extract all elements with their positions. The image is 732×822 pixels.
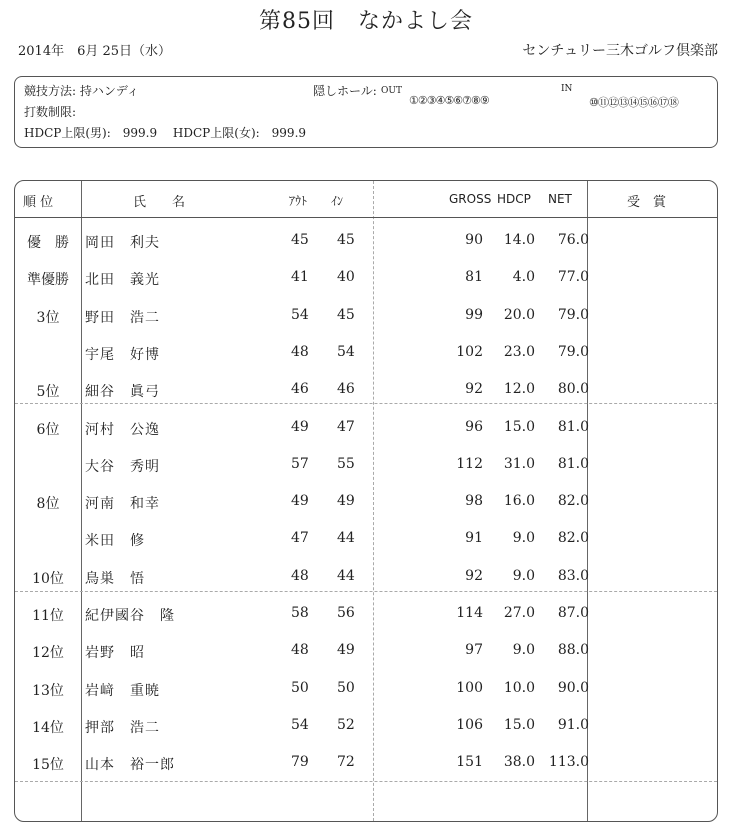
cell-name: 北田 義光 <box>85 272 160 289</box>
cell-name: 大谷 秀明 <box>85 458 160 475</box>
cell-rank: 8位 <box>36 496 60 513</box>
cell-out: 54 <box>291 716 309 733</box>
header-in: ｲﾝ <box>331 194 344 208</box>
cell-out: 45 <box>291 232 309 248</box>
cell-gross: 106 <box>456 716 483 733</box>
hdcp-limits: HDCP上限(男): 999.9 HDCP上限(女): 999.9 <box>24 126 307 140</box>
table-row <box>15 744 717 781</box>
cell-gross: 102 <box>456 343 483 360</box>
cell-rank: 14位 <box>32 719 64 736</box>
cell-out: 50 <box>291 679 309 696</box>
cell-gross: 96 <box>465 418 483 435</box>
table-row <box>15 707 717 744</box>
cell-hdcp: 15.0 <box>503 418 535 435</box>
table-row <box>15 446 717 483</box>
table-row <box>15 259 717 296</box>
table-row <box>15 297 717 334</box>
cell-net: 113.0 <box>548 754 589 771</box>
cell-gross: 114 <box>456 605 483 621</box>
cell-gross: 97 <box>465 642 483 659</box>
cell-in: 44 <box>337 530 355 547</box>
cell-name: 野田 浩二 <box>85 309 160 326</box>
cell-net: 79.0 <box>557 306 589 323</box>
cell-rank: 12位 <box>32 645 64 662</box>
cell-in: 52 <box>337 716 355 733</box>
cell-gross: 92 <box>465 381 483 398</box>
cell-net: 90.0 <box>557 679 589 696</box>
event-date: 2014年 6月 25日（水） <box>18 44 172 59</box>
table-row <box>15 520 717 557</box>
cell-gross: 112 <box>456 455 483 472</box>
table-row <box>15 222 717 259</box>
cell-gross: 98 <box>465 493 483 510</box>
cell-net: 80.0 <box>557 381 589 398</box>
cell-hdcp: 20.0 <box>503 306 535 323</box>
header-gross: GROSS <box>449 192 492 206</box>
cell-net: 88.0 <box>557 642 589 659</box>
cell-in: 40 <box>337 269 355 286</box>
cell-net: 76.0 <box>557 232 589 248</box>
cell-name: 河村 公逸 <box>85 421 160 438</box>
cell-out: 48 <box>291 642 309 659</box>
cell-net: 81.0 <box>557 455 589 472</box>
cell-rank: 10位 <box>32 570 64 587</box>
header-net: NET <box>548 192 572 206</box>
header-name: 氏 名 <box>133 195 186 210</box>
cell-name: 岩﨑 重暁 <box>85 682 160 699</box>
cell-rank: 11位 <box>32 608 64 624</box>
cell-rank: 優 勝 <box>27 235 69 251</box>
cell-net: 82.0 <box>557 493 589 510</box>
cell-in: 54 <box>337 343 355 360</box>
table-header <box>15 181 717 218</box>
cell-gross: 91 <box>465 530 483 547</box>
cell-in: 72 <box>337 754 355 771</box>
row-group-divider <box>15 403 717 404</box>
cell-in: 47 <box>337 418 355 435</box>
header-hdcp: HDCP <box>497 192 531 206</box>
cell-name: 山本 裕一郎 <box>85 757 175 774</box>
header-out: ｱｳﾄ <box>289 194 308 208</box>
cell-out: 48 <box>291 343 309 360</box>
table-row <box>15 334 717 371</box>
cell-in: 49 <box>337 642 355 659</box>
cell-net: 83.0 <box>557 567 589 584</box>
cell-name: 押部 浩二 <box>85 719 160 736</box>
cell-name: 岡田 利夫 <box>85 235 160 251</box>
conditions-box <box>14 76 718 148</box>
cell-gross: 90 <box>465 232 483 248</box>
cell-name: 細谷 眞弓 <box>85 384 160 401</box>
cell-out: 49 <box>291 418 309 435</box>
cell-in: 45 <box>337 306 355 323</box>
competition-title: 第85回 なかよし会 <box>259 9 473 34</box>
in-hidden-holes: ⑩⑪⑫⑬⑭⑮⑯⑰⑱ <box>589 96 678 109</box>
cell-in: 55 <box>337 455 355 472</box>
table-row <box>15 632 717 669</box>
cell-name: 紀伊國谷 隆 <box>85 608 175 624</box>
cell-out: 57 <box>291 455 309 472</box>
cell-hdcp: 15.0 <box>503 716 535 733</box>
cell-hdcp: 14.0 <box>503 232 535 248</box>
cell-gross: 151 <box>456 754 483 771</box>
cell-net: 77.0 <box>557 269 589 286</box>
cell-rank: 3位 <box>36 309 60 326</box>
cell-hdcp: 10.0 <box>503 679 535 696</box>
cell-hdcp: 31.0 <box>503 455 535 472</box>
cell-name: 米田 修 <box>85 533 145 550</box>
cell-out: 49 <box>291 493 309 510</box>
cell-net: 87.0 <box>557 605 589 621</box>
cell-in: 46 <box>337 381 355 398</box>
competition-method: 競技方法: 持ハンディ <box>24 84 139 98</box>
cell-hdcp: 12.0 <box>503 381 535 398</box>
table-row <box>15 670 717 707</box>
table-row <box>15 595 717 632</box>
cell-hdcp: 9.0 <box>512 530 535 547</box>
cell-out: 41 <box>291 269 309 286</box>
table-row <box>15 409 717 446</box>
cell-net: 79.0 <box>557 343 589 360</box>
cell-net: 82.0 <box>557 530 589 547</box>
header-prize: 受 賞 <box>627 195 667 210</box>
row-group-divider <box>15 591 717 592</box>
cell-hdcp: 4.0 <box>512 269 535 286</box>
cell-hdcp: 23.0 <box>503 343 535 360</box>
cell-rank: 準優勝 <box>27 272 69 289</box>
results-table <box>14 180 718 822</box>
in-label: IN <box>561 84 573 94</box>
cell-in: 56 <box>337 605 355 621</box>
cell-rank: 15位 <box>32 757 64 774</box>
cell-out: 46 <box>291 381 309 398</box>
cell-name: 宇尾 好博 <box>85 346 160 363</box>
out-label: OUT <box>381 86 402 96</box>
hidden-holes-label: 隠しホール: <box>313 84 377 98</box>
cell-name: 鳥巣 悟 <box>85 570 145 587</box>
cell-name: 河南 和幸 <box>85 496 160 513</box>
cell-gross: 99 <box>465 306 483 323</box>
cell-out: 48 <box>291 567 309 584</box>
club-name: センチュリー三木ゴルフ倶楽部 <box>522 43 718 59</box>
cell-in: 44 <box>337 567 355 584</box>
out-hidden-holes: ①②③④⑤⑥⑦⑧⑨ <box>409 94 489 107</box>
cell-out: 79 <box>291 754 309 771</box>
cell-hdcp: 38.0 <box>503 754 535 771</box>
cell-hdcp: 16.0 <box>503 493 535 510</box>
cell-gross: 100 <box>456 679 483 696</box>
stroke-limit: 打数制限: <box>24 105 77 119</box>
cell-gross: 92 <box>465 567 483 584</box>
cell-net: 91.0 <box>557 716 589 733</box>
row-group-divider <box>15 781 717 782</box>
cell-hdcp: 9.0 <box>512 567 535 584</box>
cell-in: 49 <box>337 493 355 510</box>
cell-out: 47 <box>291 530 309 547</box>
table-row <box>15 558 717 595</box>
cell-hdcp: 9.0 <box>512 642 535 659</box>
table-row <box>15 483 717 520</box>
cell-name: 岩野 昭 <box>85 645 145 662</box>
cell-rank: 5位 <box>36 384 60 401</box>
cell-in: 50 <box>337 679 355 696</box>
cell-rank: 13位 <box>32 682 64 699</box>
cell-gross: 81 <box>465 269 483 286</box>
cell-in: 45 <box>337 232 355 248</box>
header-rank: 順 位 <box>23 195 54 210</box>
cell-net: 81.0 <box>557 418 589 435</box>
cell-out: 54 <box>291 306 309 323</box>
cell-out: 58 <box>291 605 309 621</box>
cell-rank: 6位 <box>36 421 60 438</box>
cell-hdcp: 27.0 <box>503 605 535 621</box>
